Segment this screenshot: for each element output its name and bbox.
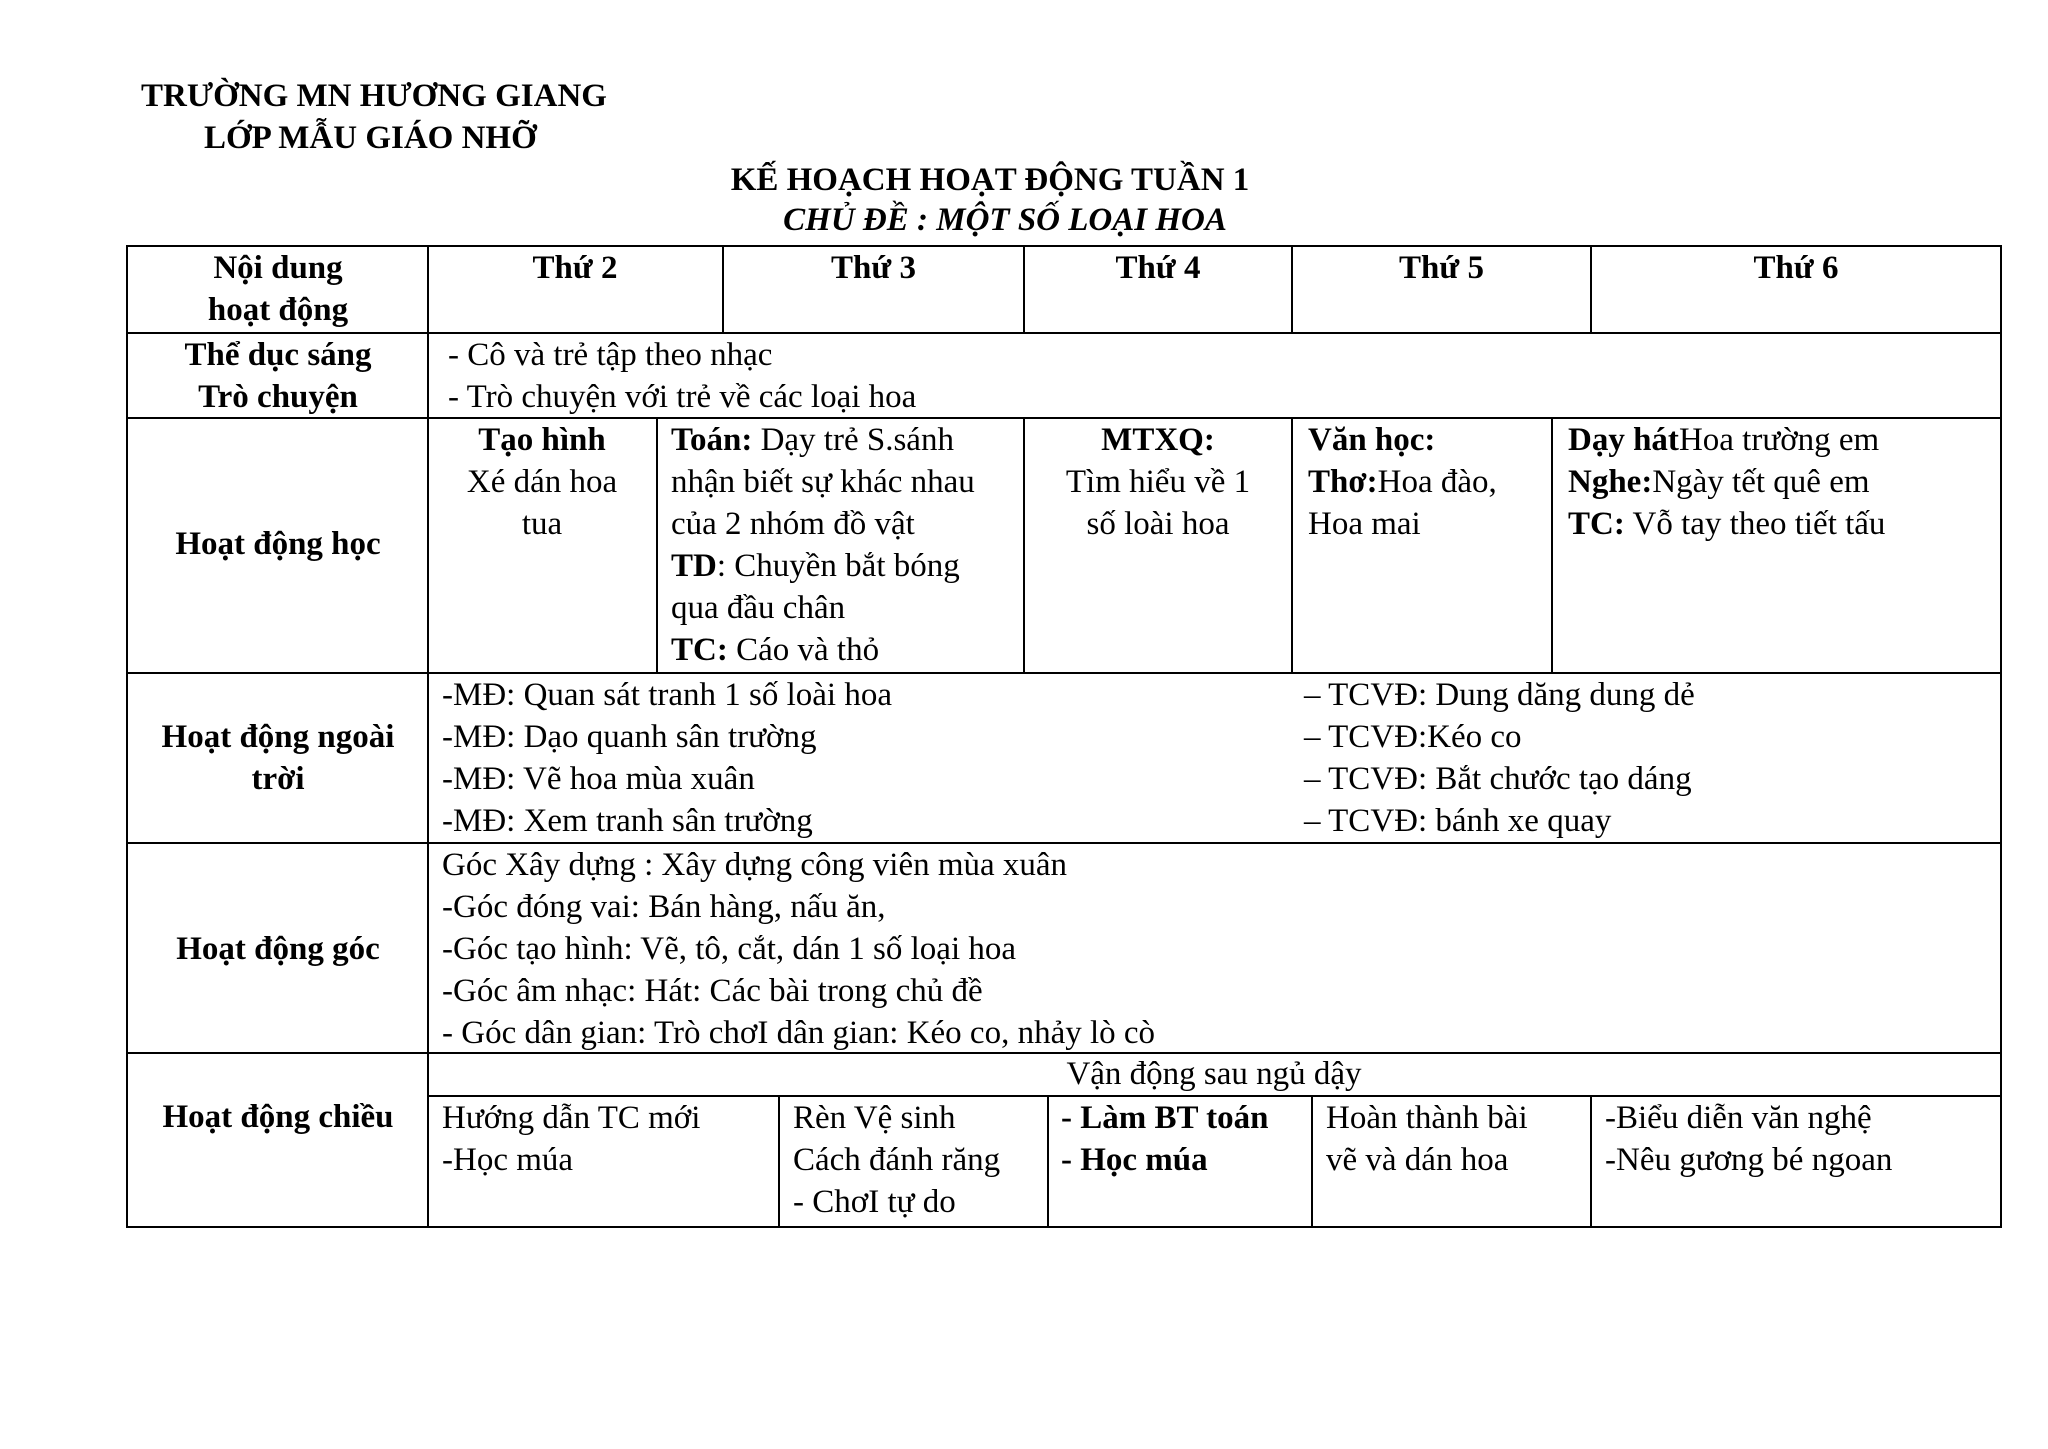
outdoor-activities: -MĐ: Quan sát tranh 1 số loài hoa -MĐ: Dạo quanh sân trường -MĐ: Vẽ hoa mùa xuân -MĐ: Xem tranh sân trường [442,677,892,839]
class-name: LỚP MẪU GIÁO NHỠ [204,120,537,156]
row-label-afternoon: Hoạt động chiều [162,1099,394,1135]
learning-tuesday: Toán: Dạy trẻ S.sánh nhận biết sự khác nhau của 2 nhóm đồ vật TD: Chuyền bắt bóng qua đầu chân TC: Cáo và thỏ [671,422,975,668]
morning-talk: - Trò chuyện với trẻ về các loại hoa [448,379,917,415]
row-label-outdoor: Hoạt động ngoài trời [161,719,395,797]
row-label-morning: Thể dục sáng Trò chuyện [184,337,372,415]
col-divider [656,417,658,672]
header-content: Nội dung hoạt động [207,250,349,328]
learning-wednesday: MTXQ: Tìm hiểu về 1 số loài hoa [1065,422,1251,542]
header-friday: Thứ 6 [1753,250,1839,286]
outdoor-games: – TCVĐ: Dung dăng dung dẻ – TCVĐ:Kéo co – TCVĐ: Bắt chước tạo dáng – TCVĐ: bánh xe quay [1304,677,1695,839]
col-divider [1291,417,1293,672]
afternoon-common: Vận động sau ngủ dậy [1066,1056,1362,1092]
learning-monday: Tạo hình Xé dán hoa tua [466,422,618,542]
afternoon-tuesday: Rèn Vệ sinh Cách đánh răng - ChơI tự do [793,1100,1001,1220]
col-divider [1311,1095,1313,1226]
col-divider [1590,1095,1592,1226]
row-label-learning: Hoạt động học [175,526,381,562]
learning-thursday: Văn học: Thơ:Hoa đào, Hoa mai [1308,422,1497,542]
document-title: KẾ HOẠCH HOẠT ĐỘNG TUẦN 1 [730,162,1250,198]
afternoon-wednesday: - Làm BT toán - Học múa [1061,1100,1269,1178]
afternoon-friday: -Biểu diễn văn nghệ -Nêu gương bé ngoan [1605,1100,1893,1178]
afternoon-thursday: Hoàn thành bài vẽ và dán hoa [1326,1100,1528,1178]
col-divider [778,1095,780,1226]
document-subtitle: CHỦ ĐỀ : MỘT SỐ LOẠI HOA [783,202,1227,238]
corner-activities: Góc Xây dựng : Xây dựng công viên mùa xuân -Góc đóng vai: Bán hàng, nấu ăn, -Góc tạo hình: Vẽ, tô, cắt, dán 1 số loại hoa -Góc âm nhạc: Hát: Các bài trong chủ đề - Góc dân gian: Trò chơI dân gian: Kéo co, nhảy lò cò [442,847,1156,1051]
afternoon-monday: Hướng dẫn TC mới -Học múa [442,1100,701,1178]
weekly-plan-table [126,245,2002,1228]
learning-friday: Dạy hátHoa trường em Nghe:Ngày tết quê em TC: Vỗ tay theo tiết tấu [1568,422,1886,542]
school-name: TRƯỜNG MN HƯƠNG GIANG [141,78,607,114]
header-thursday: Thứ 5 [1399,250,1484,286]
header-wednesday: Thứ 4 [1115,250,1201,286]
header-monday: Thứ 2 [532,250,618,286]
row-divider [128,672,2000,674]
morning-exercise: - Cô và trẻ tập theo nhạc [448,337,773,373]
header-tuesday: Thứ 3 [831,250,916,286]
col-divider [1047,1095,1049,1226]
row-label-corner: Hoạt động góc [176,931,380,967]
col-divider [1551,417,1553,672]
